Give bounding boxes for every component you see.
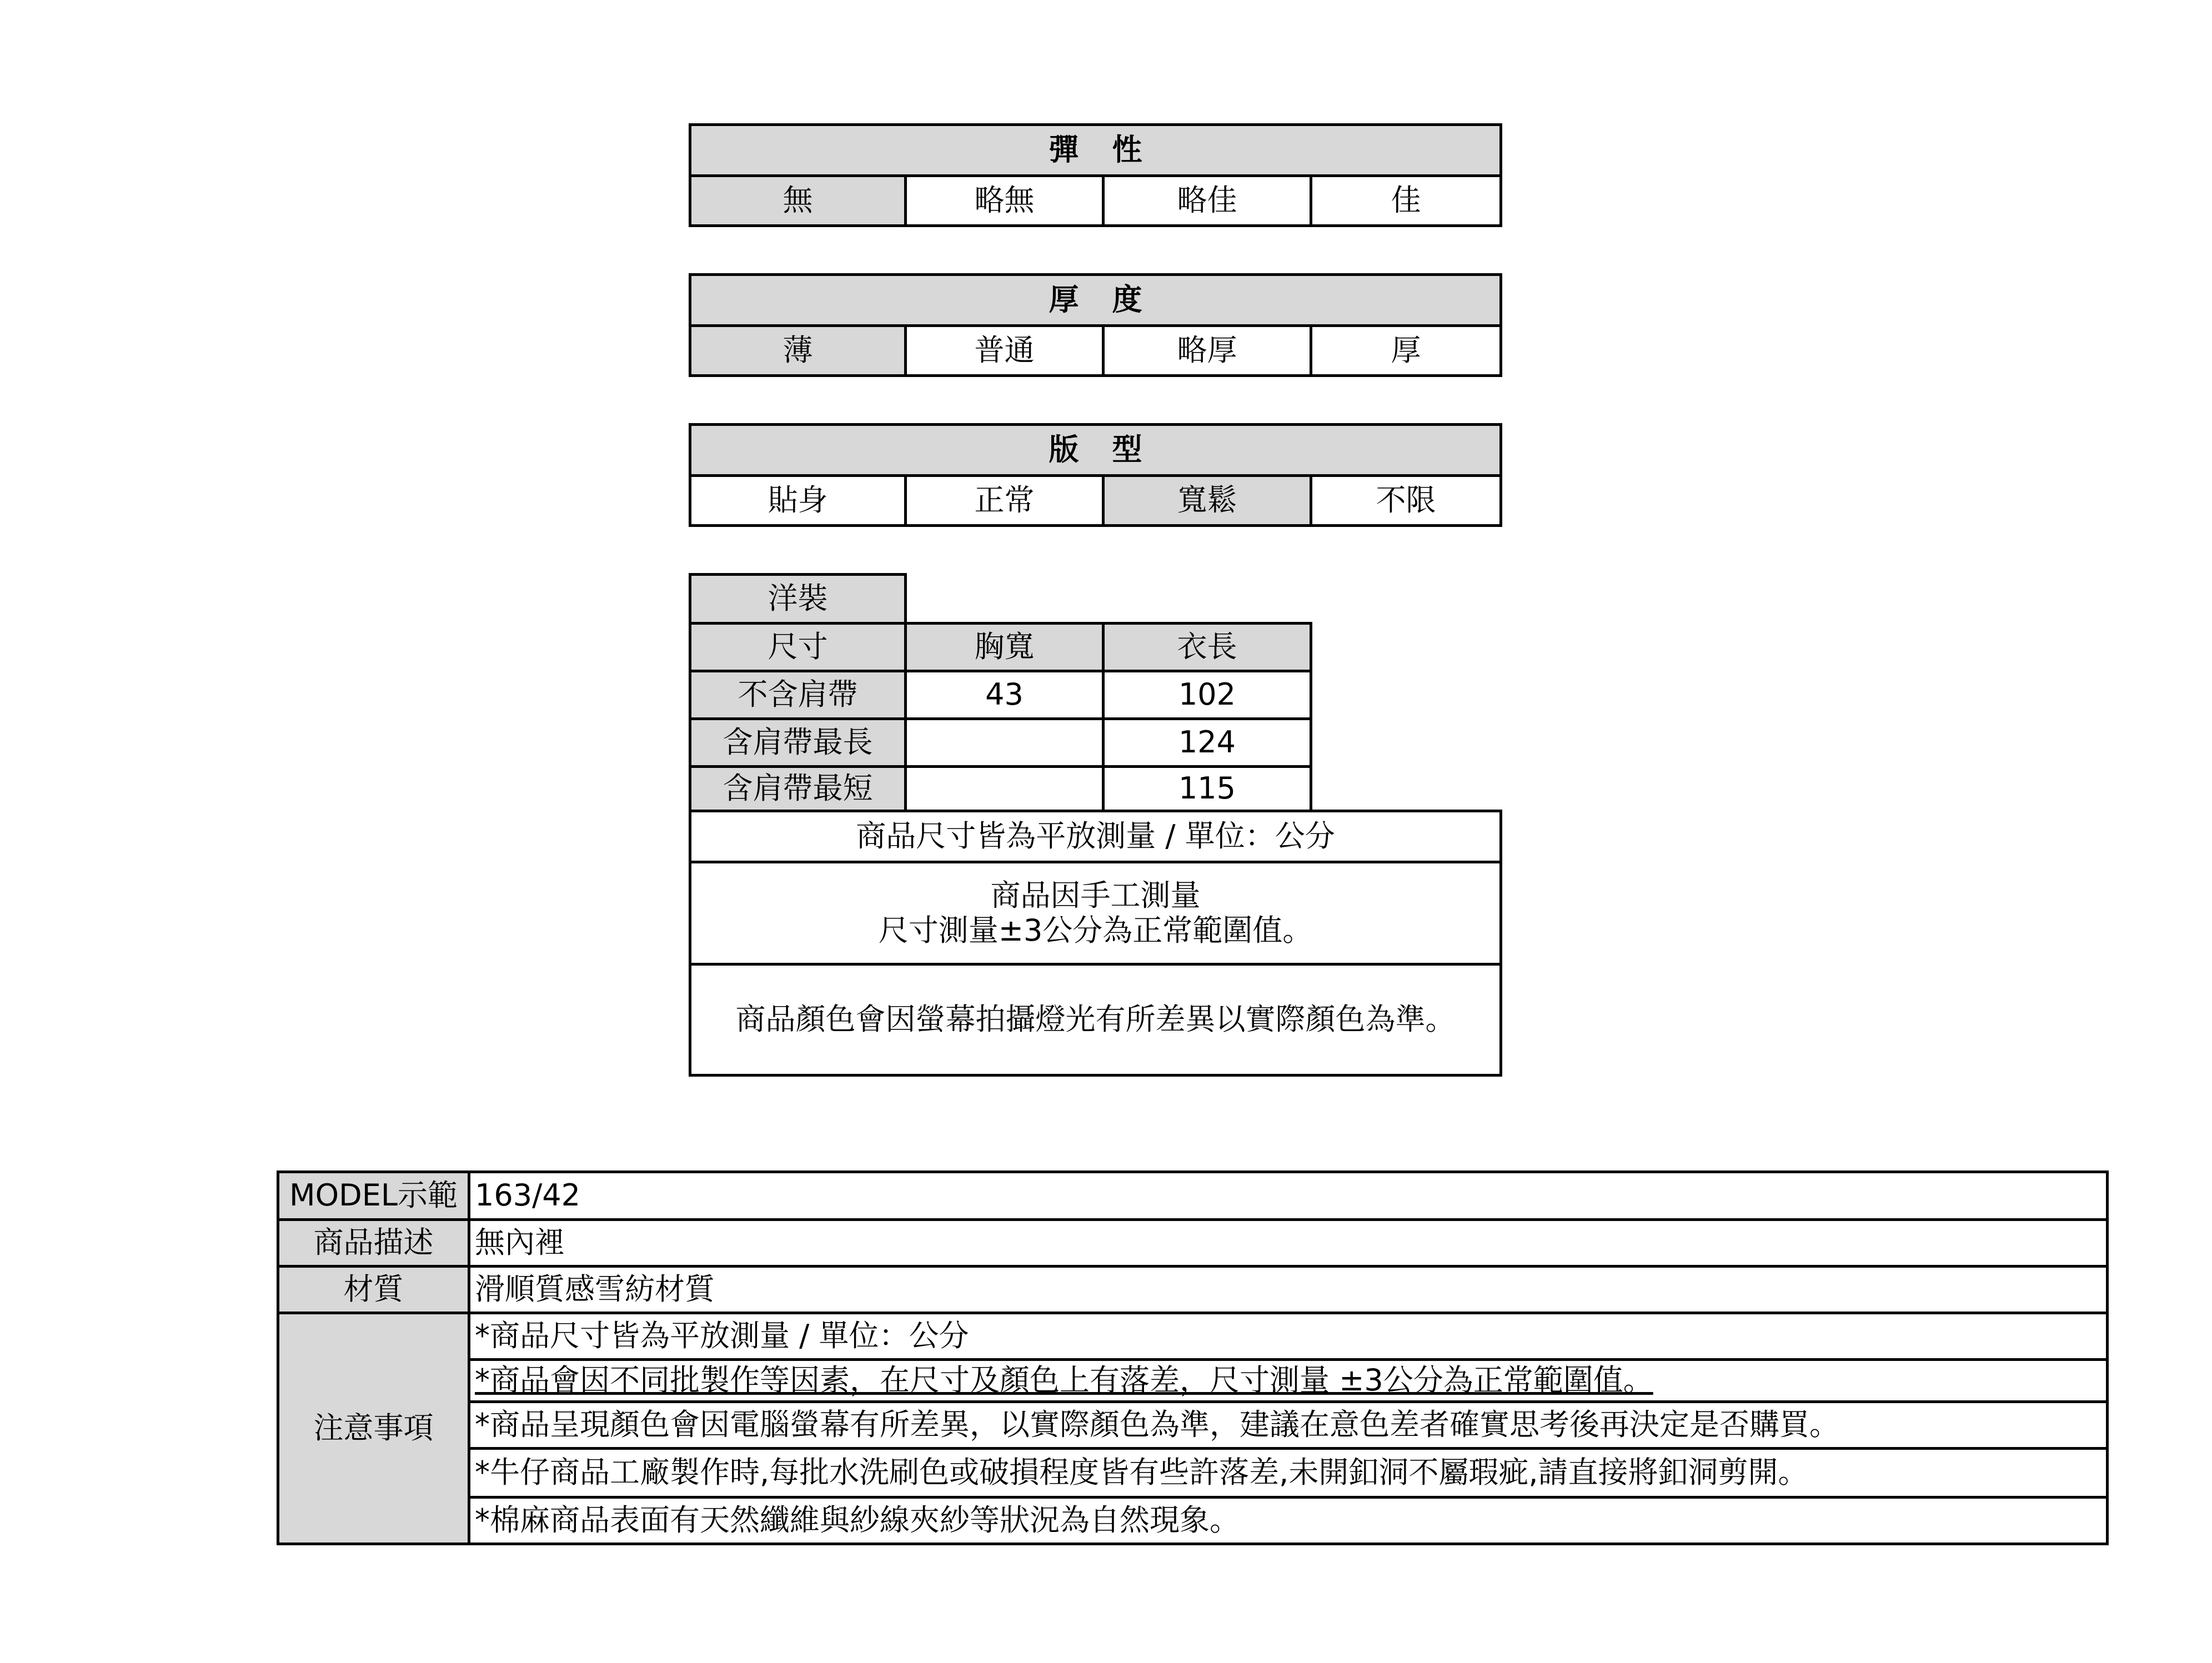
size-row-length: 124 [1104, 719, 1311, 767]
size-category: 洋裝 [690, 575, 906, 624]
size-note-unit: 商品尺寸皆為平放測量 / 單位：公分 [690, 811, 1501, 862]
material-value: 滑順質感雪紡材質 [469, 1267, 2108, 1313]
size-row-label: 含肩帶最短 [690, 767, 906, 811]
size-header-bust: 胸寬 [906, 624, 1104, 671]
table-row [690, 671, 1501, 719]
description-label: 商品描述 [278, 1220, 469, 1267]
notice-label: 注意事項 [278, 1313, 469, 1544]
model-value: 163/42 [469, 1172, 2108, 1220]
description-value: 無內裡 [469, 1220, 2108, 1267]
size-row-length: 102 [1104, 671, 1311, 719]
thickness-option-thick: 厚 [1311, 326, 1501, 376]
size-table [689, 573, 1502, 1077]
elasticity-title: 彈性 [690, 125, 1501, 176]
notice-item: *商品尺寸皆為平放測量 / 單位：公分 [469, 1313, 2108, 1360]
fit-option-loose: 寬鬆 [1104, 476, 1311, 526]
fit-table [689, 423, 1502, 527]
fit-option-any: 不限 [1311, 476, 1501, 526]
elasticity-option-slight-good: 略佳 [1104, 176, 1311, 226]
thickness-option-thin: 薄 [690, 326, 906, 376]
model-label: MODEL示範 [278, 1172, 469, 1220]
size-row-label: 含肩帶最長 [690, 719, 906, 767]
notice-item: *棉麻商品表面有天然纖維與紗線夾紗等狀況為自然現象。 [469, 1498, 2108, 1544]
thickness-option-normal: 普通 [906, 326, 1104, 376]
size-note-manual [690, 862, 1501, 964]
info-table [277, 1170, 2109, 1545]
notice-item: *商品呈現顏色會因電腦螢幕有所差異，以實際顏色為準，建議在意色差者確實思考後再決定是否購買。 [469, 1402, 2108, 1449]
material-label: 材質 [278, 1267, 469, 1313]
thickness-title: 厚度 [690, 275, 1501, 326]
fit-option-fitted: 貼身 [690, 476, 906, 526]
thickness-table [689, 273, 1502, 377]
size-header-length: 衣長 [1104, 624, 1311, 671]
size-note-manual-line2: 尺寸測量±3公分為正常範圍值。 [878, 912, 1313, 948]
notice-item: *牛仔商品工廠製作時,每批水洗刷色或破損程度皆有些許落差,未開釦洞不屬瑕疵,請直接將釦洞剪開。 [469, 1449, 2108, 1498]
size-header-size: 尺寸 [690, 624, 906, 671]
size-note-manual-line1: 商品因手工測量 [990, 878, 1201, 913]
size-note-color: 商品顏色會因螢幕拍攝燈光有所差異以實際顏色為準。 [690, 964, 1501, 1076]
elasticity-option-slight-none: 略無 [906, 176, 1104, 226]
elasticity-table [689, 123, 1502, 227]
thickness-option-slightly-thick: 略厚 [1104, 326, 1311, 376]
size-row-bust [906, 719, 1104, 767]
size-row-label: 不含肩帶 [690, 671, 906, 719]
fit-option-regular: 正常 [906, 476, 1104, 526]
notice-item: *商品會因不同批製作等因素，在尺寸及顏色上有落差，尺寸測量 ±3公分為正常範圍值。 [469, 1360, 2108, 1402]
size-row-bust: 43 [906, 671, 1104, 719]
elasticity-option-none: 無 [690, 176, 906, 226]
size-row-length: 115 [1104, 767, 1311, 811]
fit-title: 版型 [690, 425, 1501, 476]
elasticity-option-good: 佳 [1311, 176, 1501, 226]
table-row [690, 767, 1501, 811]
size-row-bust [906, 767, 1104, 811]
table-row [690, 719, 1501, 767]
